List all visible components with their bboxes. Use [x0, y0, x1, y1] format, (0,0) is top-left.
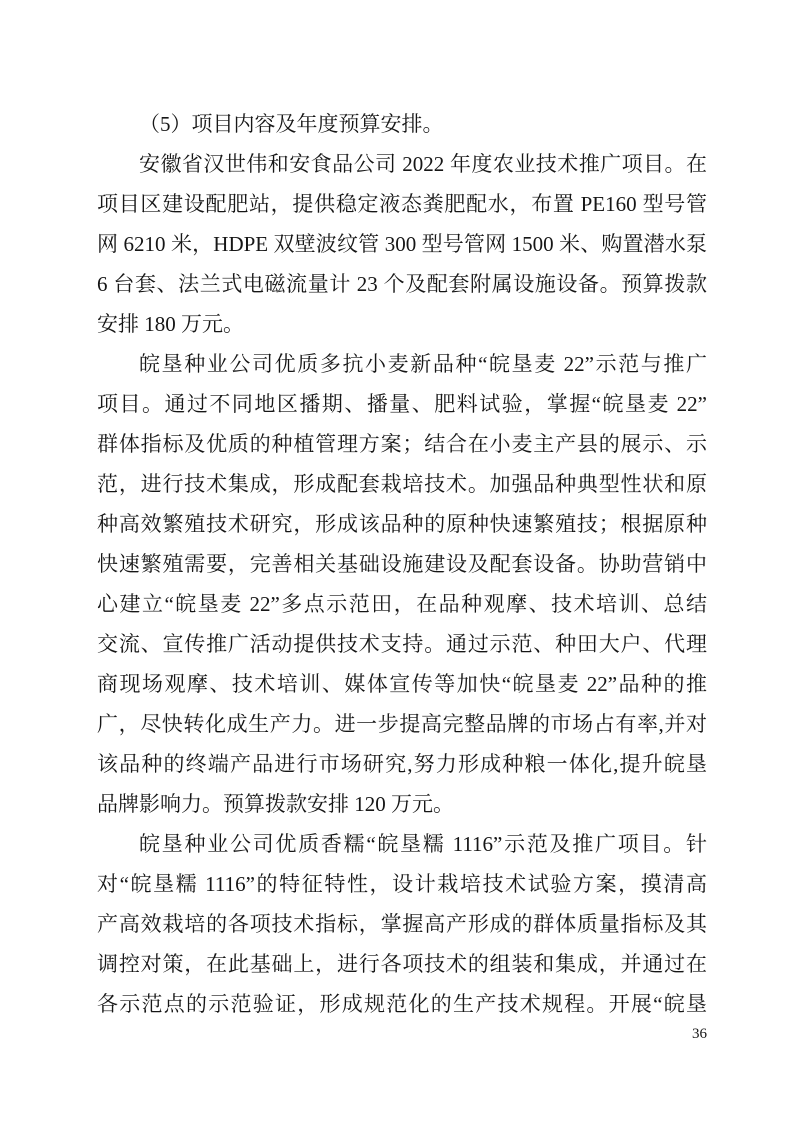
- text-line: 群体指标及优质的种植管理方案；结合在小麦主产县的展示、示: [97, 432, 707, 456]
- text-line: 调控对策，在此基础上，进行各项技术的组装和集成，并通过在: [97, 952, 707, 976]
- text-line: 快速繁殖需要，完善相关基础设施建设及配套设备。协助营销中: [97, 552, 707, 576]
- text-line: 交流、宣传推广活动提供技术支持。通过示范、种田大户、代理: [97, 632, 707, 656]
- page-number: 36: [692, 1026, 707, 1042]
- text-line: 安排 180 万元。: [97, 312, 244, 336]
- text-line: 产高效栽培的各项技术指标，掌握高产形成的群体质量指标及其: [97, 912, 707, 936]
- document-body: [97, 104, 707, 1024]
- text-line: 对“皖垦糯 1116”的特征特性，设计栽培技术试验方案，摸清高: [97, 872, 707, 896]
- text-line: 各示范点的示范验证，形成规范化的生产技术规程。开展“皖垦: [97, 992, 707, 1016]
- text-line: 该品种的终端产品进行市场研究,努力形成种粮一体化,提升皖垦: [97, 752, 707, 776]
- text-line: 安徽省汉世伟和安食品公司 2022 年度农业技术推广项目。在: [139, 152, 707, 176]
- text-line: 项目区建设配肥站，提供稳定液态粪肥配水，布置 PE160 型号管: [97, 192, 707, 216]
- text-line: 心建立“皖垦麦 22”多点示范田，在品种观摩、技术培训、总结: [97, 592, 707, 616]
- text-line: 广，尽快转化成生产力。进一步提高完整品牌的市场占有率,并对: [97, 712, 707, 736]
- text-line: 商现场观摩、技术培训、媒体宣传等加快“皖垦麦 22”品种的推: [97, 672, 707, 696]
- text-line: 6 台套、法兰式电磁流量计 23 个及配套附属设施设备。预算拨款: [97, 272, 707, 296]
- text-line: 皖垦种业公司优质多抗小麦新品种“皖垦麦 22”示范与推广: [139, 352, 707, 376]
- text-line: 网 6210 米，HDPE 双壁波纹管 300 型号管网 1500 米、购置潜水泵: [97, 232, 707, 256]
- text-line: 范，进行技术集成，形成配套栽培技术。加强品种典型性状和原: [97, 472, 707, 496]
- text-line: 皖垦种业公司优质香糯“皖垦糯 1116”示范及推广项目。针: [139, 832, 707, 856]
- text-line: 项目。通过不同地区播期、播量、肥料试验，掌握“皖垦麦 22”: [97, 392, 707, 416]
- section-heading: （5）项目内容及年度预算安排。: [139, 112, 444, 136]
- text-line: 种高效繁殖技术研究，形成该品种的原种快速繁殖技；根据原种: [97, 512, 707, 536]
- text-line: 品牌影响力。预算拨款安排 120 万元。: [97, 792, 454, 816]
